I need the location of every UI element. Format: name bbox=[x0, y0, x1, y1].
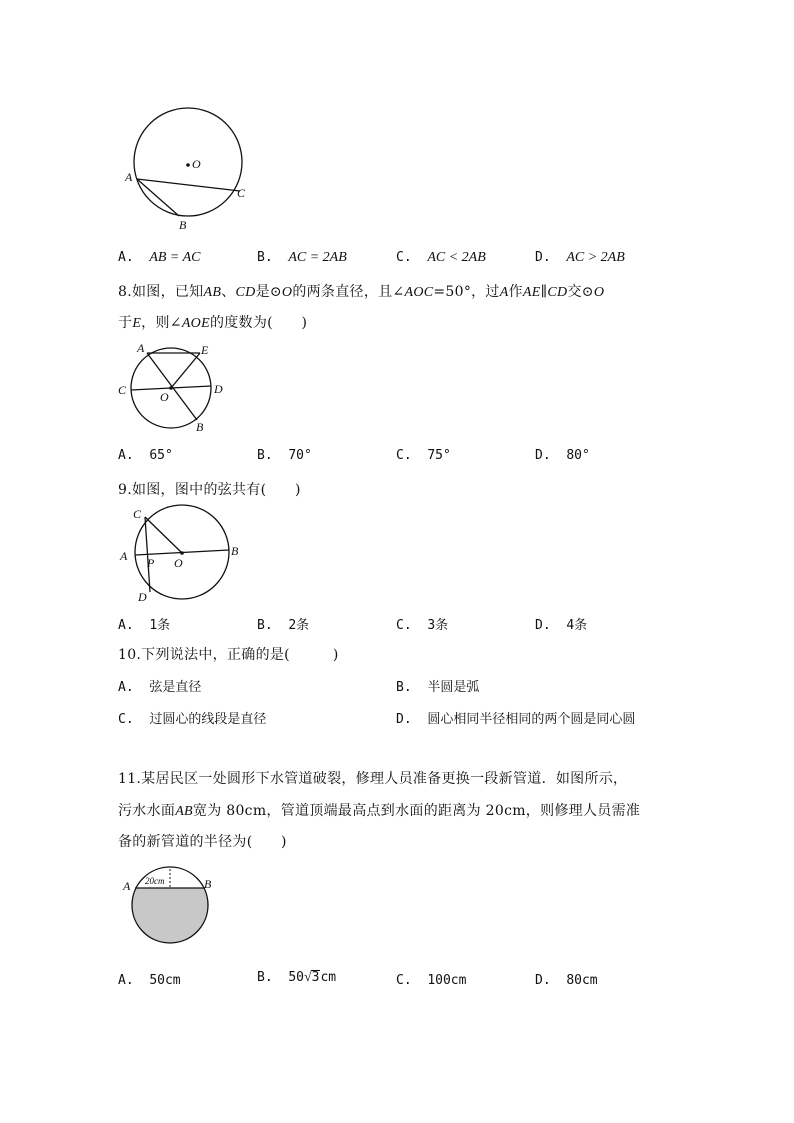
option-text: 80cm bbox=[566, 973, 598, 988]
option-text: 65° bbox=[149, 448, 173, 463]
q11-figure bbox=[118, 868, 223, 948]
q8-label-c: C bbox=[118, 383, 127, 397]
q7-label-a: A bbox=[125, 170, 133, 184]
q9-label-b: B bbox=[231, 544, 239, 558]
q9-label-c: C bbox=[133, 507, 142, 521]
q8-line1: 8.如图，已知AB、CD是⊙O的两条直径，且∠AOC=50°，过A作AE∥CD交⊙O bbox=[118, 284, 605, 300]
option-text: 70° bbox=[288, 448, 312, 463]
q8-option-c[interactable] bbox=[396, 448, 451, 463]
q7-label-o: O bbox=[192, 157, 201, 171]
q11-option-a[interactable] bbox=[118, 973, 181, 988]
q11-line3: 备的新管道的半径为( ) bbox=[118, 834, 287, 850]
q11-label-b: B bbox=[204, 877, 212, 891]
q7-option-d[interactable] bbox=[535, 250, 625, 266]
q10-question: 10.下列说法中，正确的是( ) bbox=[118, 647, 339, 663]
q7-option-c[interactable] bbox=[396, 250, 486, 266]
q7-circle bbox=[134, 108, 242, 216]
q11-label-distance: 20cm bbox=[145, 876, 165, 886]
option-text: 弦是直径 bbox=[149, 680, 202, 695]
option-letter: B. bbox=[257, 970, 273, 985]
q7-chord-ab bbox=[137, 179, 179, 216]
option-letter: D. bbox=[396, 712, 412, 727]
q7-option-b[interactable] bbox=[257, 250, 347, 266]
q7-center-dot bbox=[186, 163, 190, 167]
option-letter: C. bbox=[396, 250, 412, 265]
option-text-coef: 50 bbox=[288, 970, 304, 985]
option-letter: B. bbox=[257, 618, 273, 633]
q9-center-dot bbox=[180, 551, 184, 555]
option-text: 3条 bbox=[427, 618, 449, 633]
option-text: 50cm bbox=[149, 973, 181, 988]
option-text: 半圆是弧 bbox=[427, 680, 480, 695]
q11-label-a: A bbox=[123, 879, 131, 893]
q9-label-a: A bbox=[120, 549, 128, 563]
q8-figure bbox=[115, 340, 235, 435]
q9-option-b[interactable] bbox=[257, 614, 309, 633]
q7-label-c: C bbox=[237, 186, 246, 200]
q8-radius-oe bbox=[171, 353, 200, 388]
option-letter: B. bbox=[396, 680, 412, 695]
sqrt-sign-icon: √ bbox=[303, 970, 312, 985]
option-text: 圆心相同半径相同的两个圆是同心圆 bbox=[427, 712, 636, 727]
option-text: AC < 2AB bbox=[427, 250, 486, 265]
q7-figure bbox=[118, 105, 253, 235]
option-text: AC = 2AB bbox=[288, 250, 347, 265]
q7-chord-ac bbox=[137, 179, 240, 191]
option-letter: C. bbox=[396, 973, 412, 988]
option-letter: D. bbox=[535, 618, 551, 633]
option-text: AB = AC bbox=[149, 250, 201, 265]
option-text: 1条 bbox=[149, 618, 171, 633]
option-letter: A. bbox=[118, 448, 134, 463]
q9-option-c[interactable] bbox=[396, 614, 448, 633]
q7-label-b: B bbox=[179, 218, 187, 232]
q10-option-d[interactable] bbox=[396, 708, 635, 727]
option-text: 4条 bbox=[566, 618, 588, 633]
q11-option-c[interactable] bbox=[396, 973, 466, 988]
q9-label-p: P bbox=[147, 556, 155, 570]
option-letter: C. bbox=[118, 712, 134, 727]
q8-label-d: D bbox=[214, 382, 223, 396]
q10-option-b[interactable] bbox=[396, 676, 479, 695]
q9-question: 9.如图，图中的弦共有( ) bbox=[118, 482, 301, 498]
option-text: 80° bbox=[566, 448, 590, 463]
option-letter: D. bbox=[535, 250, 551, 265]
q10-option-c[interactable] bbox=[118, 708, 266, 727]
q8-label-b: B bbox=[196, 420, 204, 434]
option-letter: A. bbox=[118, 250, 134, 265]
option-letter: D. bbox=[535, 448, 551, 463]
option-letter: A. bbox=[118, 618, 134, 633]
q8-option-a[interactable] bbox=[118, 448, 173, 463]
option-letter: A. bbox=[118, 973, 134, 988]
q8-label-e: E bbox=[201, 343, 209, 357]
option-text: 2条 bbox=[288, 618, 310, 633]
q9-option-d[interactable] bbox=[535, 614, 587, 633]
q9-option-a[interactable] bbox=[118, 614, 170, 633]
q11-option-b[interactable] bbox=[257, 970, 336, 986]
q8-label-o: O bbox=[160, 390, 169, 404]
q8-option-b[interactable] bbox=[257, 448, 312, 463]
option-text: 100cm bbox=[427, 973, 467, 988]
option-letter: B. bbox=[257, 250, 273, 265]
option-text-unit: cm bbox=[320, 970, 337, 985]
q11-line1: 11.某居民区一处圆形下水管道破裂，修理人员准备更换一段新管道．如图所示， bbox=[118, 771, 628, 787]
q9-figure bbox=[115, 503, 245, 608]
q9-label-d: D bbox=[138, 590, 147, 604]
q11-option-d[interactable] bbox=[535, 973, 598, 988]
q9-segment-co bbox=[145, 517, 182, 553]
option-letter: D. bbox=[535, 973, 551, 988]
q8-option-d[interactable] bbox=[535, 448, 590, 463]
option-letter: A. bbox=[118, 680, 134, 695]
q8-label-a: A bbox=[137, 341, 145, 355]
q7-option-a[interactable] bbox=[118, 250, 201, 266]
option-letter: C. bbox=[396, 448, 412, 463]
option-text: AC > 2AB bbox=[566, 250, 625, 265]
option-text: 75° bbox=[427, 448, 451, 463]
option-letter: C. bbox=[396, 618, 412, 633]
option-letter: B. bbox=[257, 448, 273, 463]
option-text: 过圆心的线段是直径 bbox=[149, 712, 267, 727]
q10-option-a[interactable] bbox=[118, 676, 201, 695]
q8-center-dot bbox=[169, 386, 173, 390]
q11-line2: 污水水面AB宽为 80cm，管道顶端最高点到水面的距离为 20cm，则修理人员需准 bbox=[118, 803, 641, 819]
q8-line2: 于E，则∠AOE的度数为( ) bbox=[118, 315, 308, 331]
option-text-radicand: 3 bbox=[311, 970, 320, 985]
q9-label-o: O bbox=[174, 556, 183, 570]
